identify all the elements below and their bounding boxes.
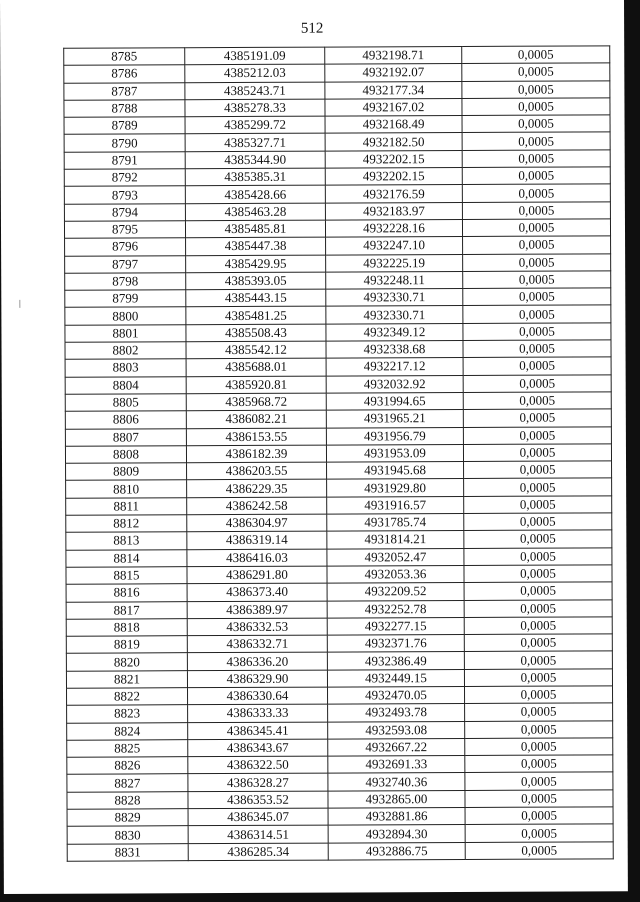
x-coordinate-cell: 4386345.41: [188, 722, 328, 740]
point-number-cell: 8813: [66, 532, 187, 550]
point-number-cell: 8820: [66, 653, 187, 671]
value-cell: 0,0005: [463, 288, 611, 306]
y-coordinate-cell: 4932228.16: [325, 219, 462, 237]
point-number-cell: 8798: [65, 273, 186, 291]
value-cell: 0,0005: [465, 841, 613, 859]
y-coordinate-cell: 4931929.80: [327, 479, 464, 497]
x-coordinate-cell: 4386373.40: [187, 583, 327, 601]
point-number-cell: 8785: [64, 48, 185, 66]
value-cell: 0,0005: [463, 357, 611, 375]
point-number-cell: 8814: [66, 549, 187, 567]
x-coordinate-cell: 4385393.05: [186, 272, 326, 290]
value-cell: 0,0005: [462, 46, 610, 64]
x-coordinate-cell: 4385299.72: [185, 116, 325, 134]
point-number-cell: 8789: [64, 117, 185, 135]
y-coordinate-cell: 4932349.12: [326, 323, 463, 341]
x-coordinate-cell: 4386353.52: [188, 791, 328, 809]
y-coordinate-cell: 4932168.49: [325, 116, 462, 134]
point-number-cell: 8807: [65, 428, 186, 446]
point-number-cell: 8805: [65, 394, 186, 412]
point-number-cell: 8821: [66, 670, 187, 688]
x-coordinate-cell: 4385443.15: [186, 289, 326, 307]
y-coordinate-cell: 4932198.71: [325, 46, 462, 64]
y-coordinate-cell: 4932865.00: [328, 790, 465, 808]
y-coordinate-cell: 4932894.30: [328, 825, 465, 843]
x-coordinate-cell: 4385485.81: [185, 220, 325, 238]
point-number-cell: 8792: [64, 169, 185, 187]
point-number-cell: 8823: [67, 705, 188, 723]
point-number-cell: 8790: [64, 134, 185, 152]
x-coordinate-cell: 4385481.25: [186, 307, 326, 325]
x-coordinate-cell: 4386332.53: [187, 618, 327, 636]
x-coordinate-cell: 4386319.14: [187, 531, 327, 549]
value-cell: 0,0005: [463, 409, 611, 427]
y-coordinate-cell: 4931916.57: [327, 496, 464, 514]
value-cell: 0,0005: [465, 824, 613, 842]
y-coordinate-cell: 4932202.15: [325, 168, 462, 186]
y-coordinate-cell: 4931956.79: [326, 427, 463, 445]
y-coordinate-cell: 4932493.78: [328, 704, 465, 722]
value-cell: 0,0005: [463, 426, 611, 444]
x-coordinate-cell: 4386285.34: [188, 843, 328, 861]
x-coordinate-cell: 4386332.71: [187, 635, 327, 653]
point-number-cell: 8794: [64, 203, 185, 221]
x-coordinate-cell: 4386345.07: [188, 808, 328, 826]
x-coordinate-cell: 4386328.27: [188, 774, 328, 792]
value-cell: 0,0005: [463, 340, 611, 358]
x-coordinate-cell: 4385447.38: [186, 237, 326, 255]
y-coordinate-cell: 4932217.12: [326, 358, 463, 376]
scan-mark: [19, 300, 20, 308]
value-cell: 0,0005: [465, 703, 613, 721]
x-coordinate-cell: 4386229.35: [187, 480, 327, 498]
y-coordinate-cell: 4932740.36: [328, 773, 465, 791]
x-coordinate-cell: 4385920.81: [186, 376, 326, 394]
point-number-cell: 8787: [64, 82, 185, 100]
y-coordinate-cell: 4932691.33: [328, 756, 465, 774]
x-coordinate-cell: 4385327.71: [185, 134, 325, 152]
point-number-cell: 8831: [67, 843, 188, 861]
coordinates-table-body: [64, 46, 614, 861]
point-number-cell: 8819: [66, 636, 187, 654]
value-cell: 0,0005: [464, 599, 612, 617]
value-cell: 0,0005: [463, 271, 611, 289]
x-coordinate-cell: 4385542.12: [186, 341, 326, 359]
point-number-cell: 8802: [65, 342, 186, 360]
point-number-cell: 8818: [66, 618, 187, 636]
value-cell: 0,0005: [463, 305, 611, 323]
y-coordinate-cell: 4931965.21: [326, 410, 463, 428]
x-coordinate-cell: 4385278.33: [185, 99, 325, 117]
point-number-cell: 8797: [65, 255, 186, 273]
x-coordinate-cell: 4386336.20: [187, 652, 327, 670]
value-cell: 0,0005: [462, 115, 610, 133]
point-number-cell: 8824: [67, 722, 188, 740]
y-coordinate-cell: 4932202.15: [325, 150, 462, 168]
y-coordinate-cell: 4932470.05: [328, 686, 465, 704]
value-cell: 0,0005: [464, 686, 612, 704]
value-cell: 0,0005: [463, 444, 611, 462]
point-number-cell: 8830: [67, 826, 188, 844]
y-coordinate-cell: 4932886.75: [328, 842, 465, 860]
point-number-cell: 8806: [65, 411, 186, 429]
x-coordinate-cell: 4386182.39: [186, 445, 326, 463]
value-cell: 0,0005: [464, 669, 612, 687]
y-coordinate-cell: 4932032.92: [326, 375, 463, 393]
point-number-cell: 8786: [64, 65, 185, 83]
value-cell: 0,0005: [463, 392, 611, 410]
value-cell: 0,0005: [463, 236, 611, 254]
y-coordinate-cell: 4932667.22: [328, 738, 465, 756]
y-coordinate-cell: 4931953.09: [326, 444, 463, 462]
value-cell: 0,0005: [465, 772, 613, 790]
x-coordinate-cell: 4386153.55: [186, 428, 326, 446]
y-coordinate-cell: 4932371.76: [327, 635, 464, 653]
x-coordinate-cell: 4386416.03: [187, 549, 327, 567]
point-number-cell: 8829: [67, 809, 188, 827]
x-coordinate-cell: 4385385.31: [185, 168, 325, 186]
y-coordinate-cell: 4931994.65: [326, 392, 463, 410]
value-cell: 0,0005: [463, 253, 611, 271]
value-cell: 0,0005: [464, 651, 612, 669]
value-cell: 0,0005: [465, 738, 613, 756]
x-coordinate-cell: 4386314.51: [188, 825, 328, 843]
y-coordinate-cell: 4932330.71: [326, 289, 463, 307]
point-number-cell: 8803: [65, 359, 186, 377]
y-coordinate-cell: 4932052.47: [327, 548, 464, 566]
point-number-cell: 8801: [65, 324, 186, 342]
value-cell: 0,0005: [464, 565, 612, 583]
point-number-cell: 8812: [66, 515, 187, 533]
y-coordinate-cell: 4932593.08: [328, 721, 465, 739]
value-cell: 0,0005: [464, 634, 612, 652]
point-number-cell: 8827: [67, 774, 188, 792]
page-number: 512: [300, 20, 324, 37]
y-coordinate-cell: 4932338.68: [326, 341, 463, 359]
point-number-cell: 8791: [64, 151, 185, 169]
table-row: [67, 841, 613, 861]
x-coordinate-cell: 4386291.80: [187, 566, 327, 584]
x-coordinate-cell: 4385688.01: [186, 358, 326, 376]
x-coordinate-cell: 4385429.95: [186, 255, 326, 273]
value-cell: 0,0005: [462, 98, 610, 116]
value-cell: 0,0005: [463, 323, 611, 341]
y-coordinate-cell: 4931945.68: [327, 462, 464, 480]
y-coordinate-cell: 4932183.97: [325, 202, 462, 220]
point-number-cell: 8788: [64, 100, 185, 118]
x-coordinate-cell: 4386333.33: [188, 704, 328, 722]
y-coordinate-cell: 4932252.78: [327, 600, 464, 618]
point-number-cell: 8793: [64, 186, 185, 204]
coordinates-table: [63, 45, 614, 861]
point-number-cell: 8815: [66, 567, 187, 585]
y-coordinate-cell: 4932449.15: [327, 669, 464, 687]
x-coordinate-cell: 4386304.97: [187, 514, 327, 532]
value-cell: 0,0005: [464, 496, 612, 514]
point-number-cell: 8809: [66, 463, 187, 481]
point-number-cell: 8799: [65, 290, 186, 308]
x-coordinate-cell: 4386343.67: [188, 739, 328, 757]
y-coordinate-cell: 4932277.15: [327, 617, 464, 635]
x-coordinate-cell: 4386203.55: [187, 462, 327, 480]
x-coordinate-cell: 4386389.97: [187, 601, 327, 619]
y-coordinate-cell: 4932053.36: [327, 565, 464, 583]
y-coordinate-cell: 4931814.21: [327, 531, 464, 549]
point-number-cell: 8800: [65, 307, 186, 325]
value-cell: 0,0005: [462, 150, 610, 168]
point-number-cell: 8810: [66, 480, 187, 498]
value-cell: 0,0005: [464, 547, 612, 565]
value-cell: 0,0005: [464, 478, 612, 496]
value-cell: 0,0005: [462, 202, 610, 220]
y-coordinate-cell: 4932177.34: [325, 81, 462, 99]
point-number-cell: 8796: [65, 238, 186, 256]
value-cell: 0,0005: [462, 167, 610, 185]
point-number-cell: 8808: [65, 446, 186, 464]
x-coordinate-cell: 4386242.58: [187, 497, 327, 515]
y-coordinate-cell: 4932330.71: [326, 306, 463, 324]
x-coordinate-cell: 4385968.72: [186, 393, 326, 411]
point-number-cell: 8826: [67, 757, 188, 775]
value-cell: 0,0005: [465, 720, 613, 738]
y-coordinate-cell: 4932248.11: [326, 271, 463, 289]
y-coordinate-cell: 4932167.02: [325, 98, 462, 116]
value-cell: 0,0005: [465, 807, 613, 825]
coordinates-table-container: [63, 45, 613, 861]
x-coordinate-cell: 4385428.66: [185, 185, 325, 203]
value-cell: 0,0005: [465, 755, 613, 773]
x-coordinate-cell: 4386330.64: [188, 687, 328, 705]
value-cell: 0,0005: [462, 132, 610, 150]
value-cell: 0,0005: [464, 461, 612, 479]
y-coordinate-cell: 4932386.49: [327, 652, 464, 670]
x-coordinate-cell: 4385191.09: [185, 47, 325, 65]
value-cell: 0,0005: [462, 219, 610, 237]
value-cell: 0,0005: [463, 374, 611, 392]
point-number-cell: 8811: [66, 497, 187, 515]
value-cell: 0,0005: [462, 184, 610, 202]
value-cell: 0,0005: [462, 80, 610, 98]
x-coordinate-cell: 4386329.90: [187, 670, 327, 688]
x-coordinate-cell: 4386082.21: [186, 410, 326, 428]
y-coordinate-cell: 4932192.07: [325, 64, 462, 82]
value-cell: 0,0005: [465, 790, 613, 808]
value-cell: 0,0005: [464, 513, 612, 531]
y-coordinate-cell: 4932247.10: [326, 237, 463, 255]
y-coordinate-cell: 4932881.86: [328, 808, 465, 826]
point-number-cell: 8825: [67, 740, 188, 758]
x-coordinate-cell: 4386322.50: [188, 756, 328, 774]
value-cell: 0,0005: [464, 530, 612, 548]
x-coordinate-cell: 4385212.03: [185, 64, 325, 82]
y-coordinate-cell: 4932176.59: [325, 185, 462, 203]
y-coordinate-cell: 4931785.74: [327, 513, 464, 531]
point-number-cell: 8795: [64, 221, 185, 239]
x-coordinate-cell: 4385463.28: [185, 203, 325, 221]
y-coordinate-cell: 4932182.50: [325, 133, 462, 151]
value-cell: 0,0005: [464, 582, 612, 600]
x-coordinate-cell: 4385243.71: [185, 82, 325, 100]
point-number-cell: 8828: [67, 791, 188, 809]
value-cell: 0,0005: [462, 63, 610, 81]
value-cell: 0,0005: [464, 617, 612, 635]
y-coordinate-cell: 4932225.19: [326, 254, 463, 272]
point-number-cell: 8817: [66, 601, 187, 619]
point-number-cell: 8816: [66, 584, 187, 602]
x-coordinate-cell: 4385344.90: [185, 151, 325, 169]
point-number-cell: 8804: [65, 376, 186, 394]
point-number-cell: 8822: [67, 688, 188, 706]
y-coordinate-cell: 4932209.52: [327, 583, 464, 601]
x-coordinate-cell: 4385508.43: [186, 324, 326, 342]
